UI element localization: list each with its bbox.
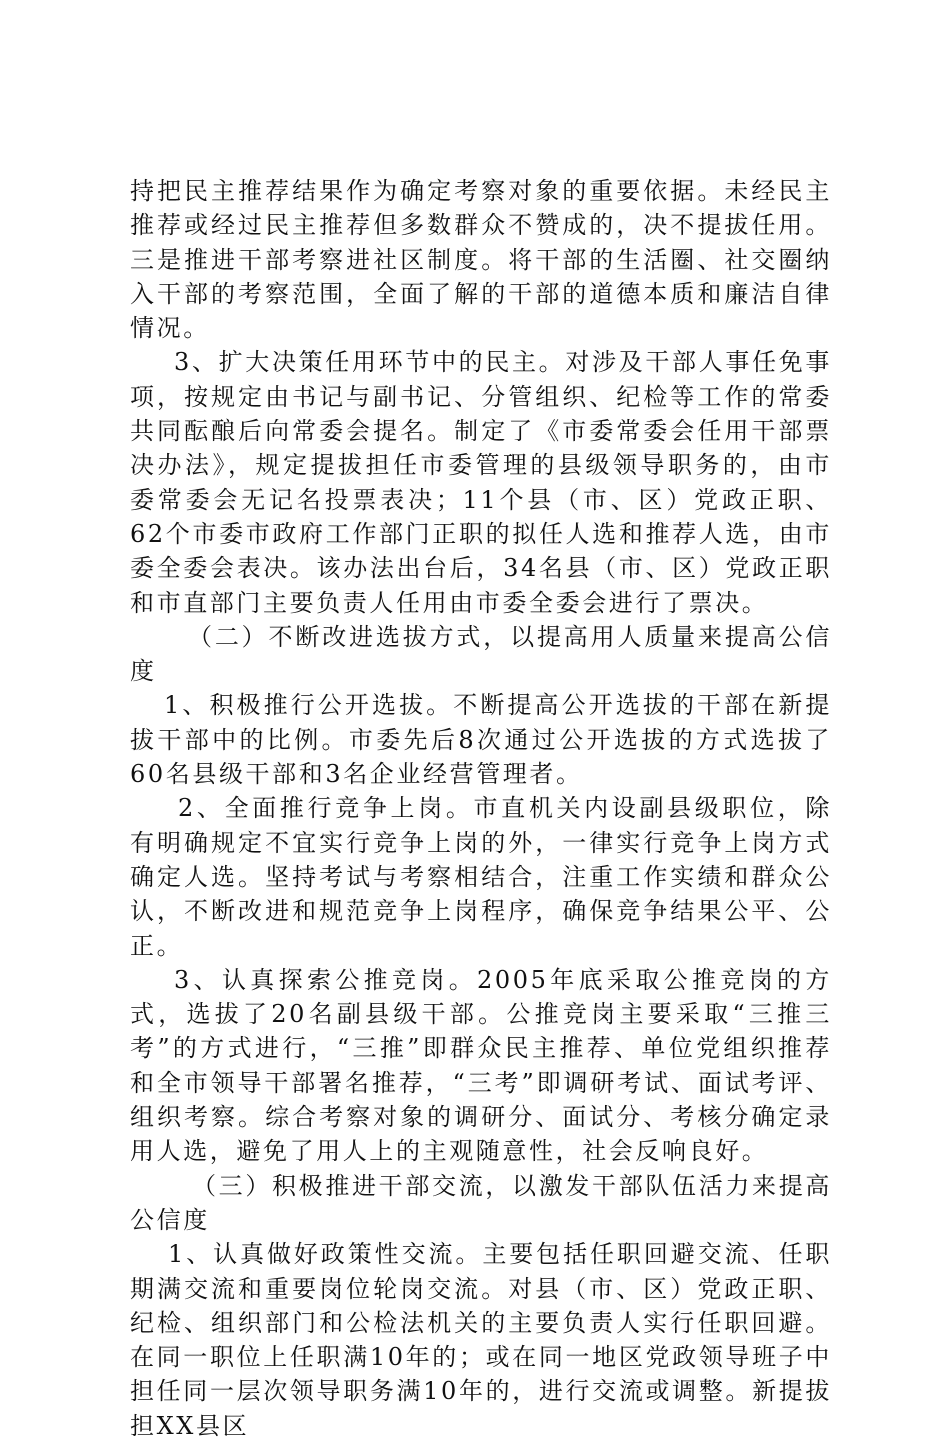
paragraph-3: 1、积极推行公开选拔。不断提高公开选拔的干部在新提拔干部中的比例。市委先后8次通过公开选拔的方式选拔了60名县级干部和3名企业经营管理者。 — [130, 691, 832, 789]
document-body — [130, 174, 832, 1443]
section-heading-3: （三）积极推进干部交流，以激发干部队伍活力来提高公信度 — [130, 1171, 832, 1234]
paragraph-2: 3、扩大决策任用环节中的民主。对涉及干部人事任免事项，按规定由书记与副书记、分管组织、纪检等工作的常委共同酝酿后向常委会提名。制定了《市委常委会任用干部票决办法》，规定提拔担任市委管理的县级领导职务的，由市委常委会无记名投票表决；11个县（市、区）党政正职、62个市委市政府工作部门正职的拟任人选和推荐人选，由市委全委会表决。该办法出台后，34名县（市、区）党政正职和市直部门主要负责人任用由市委全委会进行了票决。 — [130, 348, 832, 617]
section-heading-2: （二）不断改进选拔方式，以提高用人质量来提高公信度 — [130, 622, 832, 686]
paragraph-4: 2、全面推行竞争上岗。市直机关内设副县级职位，除有明确规定不宜实行竞争上岗的外，一律实行竞争上岗方式确定人选。坚持考试与考察相结合，注重工作实绩和群众公认，不断改进和规范竞争上岗程序，确保竞争结果公平、公正。 — [130, 794, 832, 960]
paragraph-5: 3、认真探索公推竞岗。2005年底采取公推竞岗的方式，选拔了20名副县级干部。公推竞岗主要采取“三推三考”的方式进行，“三推”即群众民主推荐、单位党组织推荐和全市领导干部署名推荐，“三考”即调研考试、面试考评、组织考察。综合考察对象的调研分、面试分、考核分确定录用人选，避免了用人上的主观随意性，社会反响良好。 — [130, 965, 832, 1166]
paragraph-6: 1、认真做好政策性交流。主要包括任职回避交流、任职期满交流和重要岗位轮岗交流。对县（市、区）党政正职、纪检、组织部门和公检法机关的主要负责人实行任职回避。在同一职位上任职满10年的；或在同一地区党政领导班子中担任同一层次领导职务满10年的，进行交流或调整。新提拔担XX县区 — [130, 1240, 832, 1440]
paragraph-1: 持把民主推荐结果作为确定考察对象的重要依据。未经民主推荐或经过民主推荐但多数群众不赞成的，决不提拔任用。三是推进干部考察进社区制度。将干部的生活圈、社交圈纳入干部的考察范围，全面了解的干部的道德本质和廉洁自律情况。 — [130, 177, 832, 343]
